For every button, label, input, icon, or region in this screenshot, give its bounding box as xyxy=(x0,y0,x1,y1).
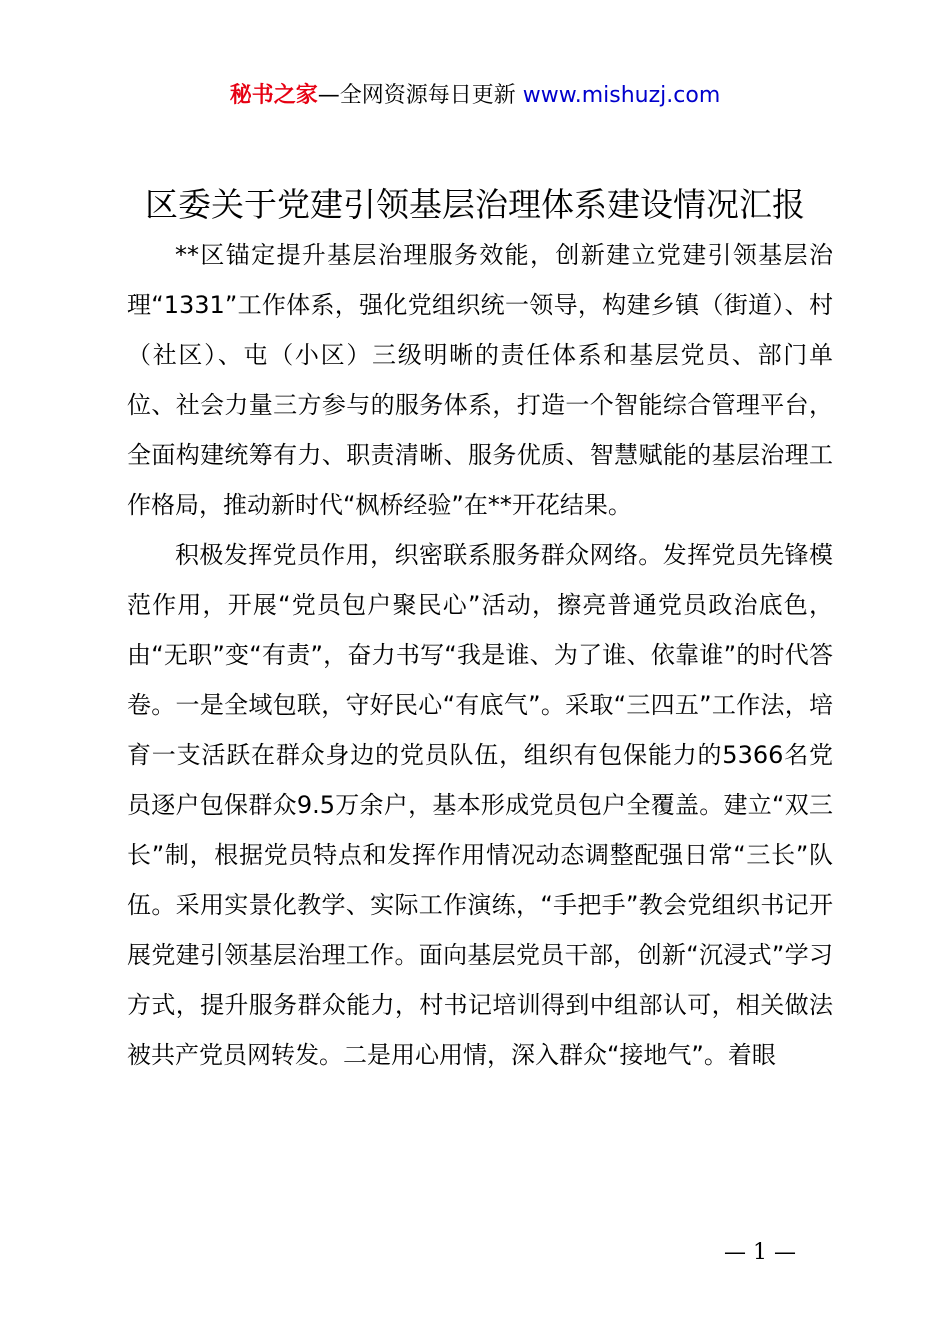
paragraph-intro: **区锚定提升基层治理服务效能，创新建立党建引领基层治理“1331”工作体系，强化党组织统一领导，构建乡镇（街道）、村（社区）、屯（小区）三级明晰的责任体系和基层党员、部门单位、社会力量三方参与的服务体系，打造一个智能综合管理平台，全面构建统筹有力、职责清晰、服务优质、智慧赋能的基层治理工作格局，推动新时代“枫桥经验”在**开花结果。 xyxy=(127,241,833,519)
paragraph-party-members: 积极发挥党员作用，织密联系服务群众网络。发挥党员先锋模范作用，开展“党员包户聚民心”活动，擦亮普通党员政治底色，由“无职”变“有责”，奋力书写“我是谁、为了谁、依靠谁”的时代答卷。一是全域包联，守好民心“有底气”。采取“三四五”工作法，培育一支活跃在群众身边的党员队伍，组织有包保能力的5366名党员逐户包保群众9.5万余户，基本形成党员包户全覆盖。建立“双三长”制，根据党员特点和发挥作用情况动态调整配强日常“三长”队伍。采用实景化教学、实际工作演练，“手把手”教会党组织书记开展党建引领基层治理工作。面向基层党员干部，创新“沉浸式”学习方式，提升服务群众能力，村书记培训得到中组部认可，相关做法被共产党员网转发。二是用心用情，深入群众“接地气”。着眼 xyxy=(127,541,833,1069)
site-banner xyxy=(0,80,950,112)
document-body xyxy=(127,230,833,1080)
site-url-link[interactable]: www.mishuzj.com xyxy=(522,83,721,108)
page-number: — 1 — xyxy=(724,1240,796,1265)
site-brand: 秘书之家 xyxy=(229,83,318,108)
document-title: 区委关于党建引领基层治理体系建设情况汇报 xyxy=(145,185,805,224)
site-slogan: —全网资源每日更新 xyxy=(317,83,516,108)
